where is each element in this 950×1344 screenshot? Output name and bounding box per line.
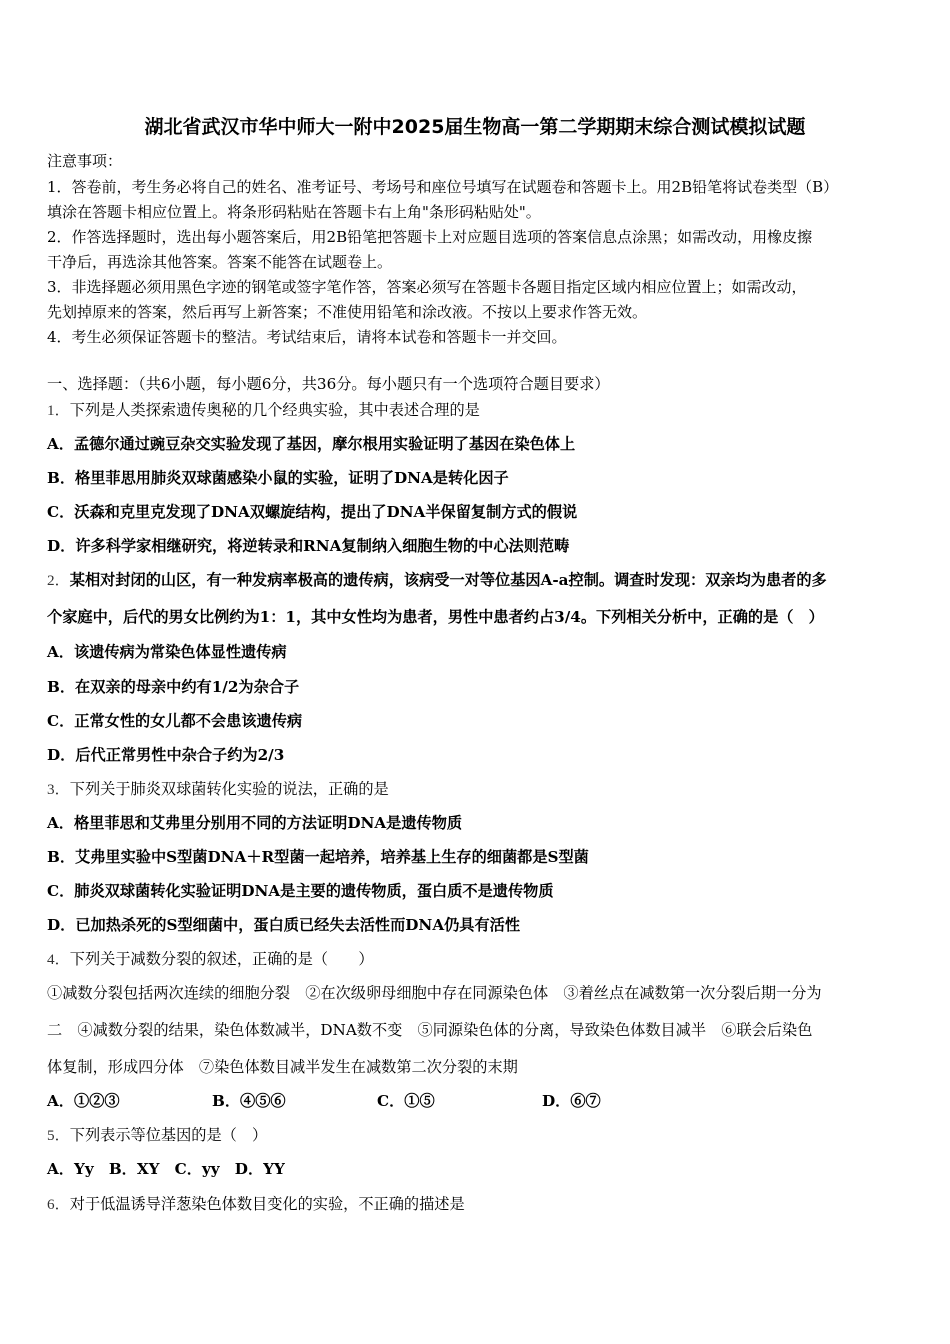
- notice-line: 4．考生必须保证答题卡的整洁。考试结束后，请将本试卷和答题卡一并交回。: [47, 328, 567, 346]
- question-number: 6．: [47, 1196, 70, 1213]
- q4-option-d: D．⑥⑦: [542, 1092, 601, 1110]
- exam-title: 湖北省武汉市华中师大一附中2025届生物高一第二学期期末综合测试模拟试题: [144, 116, 806, 138]
- q5-options: A．Yy B．XY C．yy D．YY: [47, 1160, 285, 1178]
- question-text: 对于低温诱导洋葱染色体数目变化的实验，不正确的描述是: [69, 1195, 465, 1213]
- question-number: 5．: [47, 1127, 70, 1144]
- q4-statements: 体复制，形成四分体 ⑦染色体数目减半发生在减数第二次分裂的末期: [47, 1058, 518, 1076]
- question-2-stem: [47, 570, 827, 591]
- notice-heading: 注意事项：: [47, 152, 123, 170]
- question-number: 2．: [47, 572, 70, 589]
- q1-option-a: A．孟德尔通过豌豆杂交实验发现了基因，摩尔根用实验证明了基因在染色体上: [47, 435, 576, 453]
- question-1-stem: [47, 400, 480, 421]
- question-number: 3．: [47, 781, 70, 798]
- question-2-stem-cont: 个家庭中，后代的男女比例约为1：1，其中女性均为患者，男性中患者约占3/4。下列相关分析中，正确的是（ ）: [47, 608, 824, 626]
- question-text: 某相对封闭的山区，有一种发病率极高的遗传病，该病受一对等位基因A-a控制。调查时发现：双亲均为患者的多: [69, 571, 827, 589]
- q2-option-a: A．该遗传病为常染色体显性遗传病: [47, 643, 287, 661]
- q4-statements: ①减数分裂包括两次连续的细胞分裂 ②在次级卵母细胞中存在同源染色体 ③着丝点在减数第一次分裂后期一分为: [47, 984, 822, 1002]
- q2-option-d: D．后代正常男性中杂合子约为2/3: [47, 746, 285, 764]
- notice-line: 先划掉原来的答案，然后再写上新答案；不准使用铅笔和涂改液。不按以上要求作答无效。: [47, 303, 648, 321]
- q1-option-c: C．沃森和克里克发现了DNA双螺旋结构，提出了DNA半保留复制方式的假说: [47, 503, 578, 521]
- q3-option-a: A．格里菲思和艾弗里分别用不同的方法证明DNA是遗传物质: [47, 814, 463, 832]
- q4-option-a: A．①②③: [47, 1092, 120, 1110]
- q2-option-b: B．在双亲的母亲中约有1/2为杂合子: [47, 678, 300, 696]
- q1-option-d: D．许多科学家相继研究，将逆转录和RNA复制纳入细胞生物的中心法则范畴: [47, 537, 570, 555]
- q3-option-b: B．艾弗里实验中S型菌DNA＋R型菌一起培养，培养基上生存的细菌都是S型菌: [47, 848, 589, 866]
- question-text: 下列关于肺炎双球菌转化实验的说法，正确的是: [69, 780, 389, 798]
- question-text: 下列表示等位基因的是（ ）: [69, 1126, 268, 1144]
- question-3-stem: [47, 779, 389, 800]
- question-text: 下列是人类探索遗传奥秘的几个经典实验，其中表述合理的是: [69, 401, 480, 419]
- question-number: 4．: [47, 951, 70, 968]
- notice-line: 填涂在答题卡相应位置上。将条形码粘贴在答题卡右上角"条形码粘贴处"。: [47, 203, 541, 221]
- question-4-stem: [47, 949, 374, 970]
- notice-line: 2．作答选择题时，选出每小题答案后，用2B铅笔把答题卡上对应题目选项的答案信息点涂黑；如需改动，用橡皮擦: [47, 228, 813, 246]
- question-text: 下列关于减数分裂的叙述，正确的是（ ）: [69, 950, 374, 968]
- question-6-stem: [47, 1194, 465, 1215]
- notice-line: 1．答卷前，考生务必将自己的姓名、准考证号、考场号和座位号填写在试题卷和答题卡上。用2B铅笔将试卷类型（B）: [47, 178, 839, 196]
- q4-option-c: C．①⑤: [377, 1092, 435, 1110]
- question-number: 1．: [47, 402, 70, 419]
- q4-option-b: B．④⑤⑥: [212, 1092, 286, 1110]
- q3-option-c: C．肺炎双球菌转化实验证明DNA是主要的遗传物质，蛋白质不是遗传物质: [47, 882, 554, 900]
- q3-option-d: D．已加热杀死的S型细菌中，蛋白质已经失去活性而DNA仍具有活性: [47, 916, 521, 934]
- q2-option-c: C．正常女性的女儿都不会患该遗传病: [47, 712, 303, 730]
- q4-statements: 二 ④减数分裂的结果，染色体数减半，DNA数不变 ⑤同源染色体的分离，导致染色体数目减半 ⑥联会后染色: [47, 1021, 813, 1039]
- q1-option-b: B．格里菲思用肺炎双球菌感染小鼠的实验，证明了DNA是转化因子: [47, 469, 509, 487]
- notice-line: 3．非选择题必须用黑色字迹的钢笔或签字笔作答，答案必须写在答题卡各题目指定区域内相应位置上；如需改动，: [47, 278, 807, 296]
- section-heading: 一、选择题：（共6小题，每小题6分，共36分。每小题只有一个选项符合题目要求）: [47, 375, 610, 393]
- question-5-stem: [47, 1125, 267, 1146]
- notice-line: 干净后，再选涂其他答案。答案不能答在试题卷上。: [47, 253, 393, 271]
